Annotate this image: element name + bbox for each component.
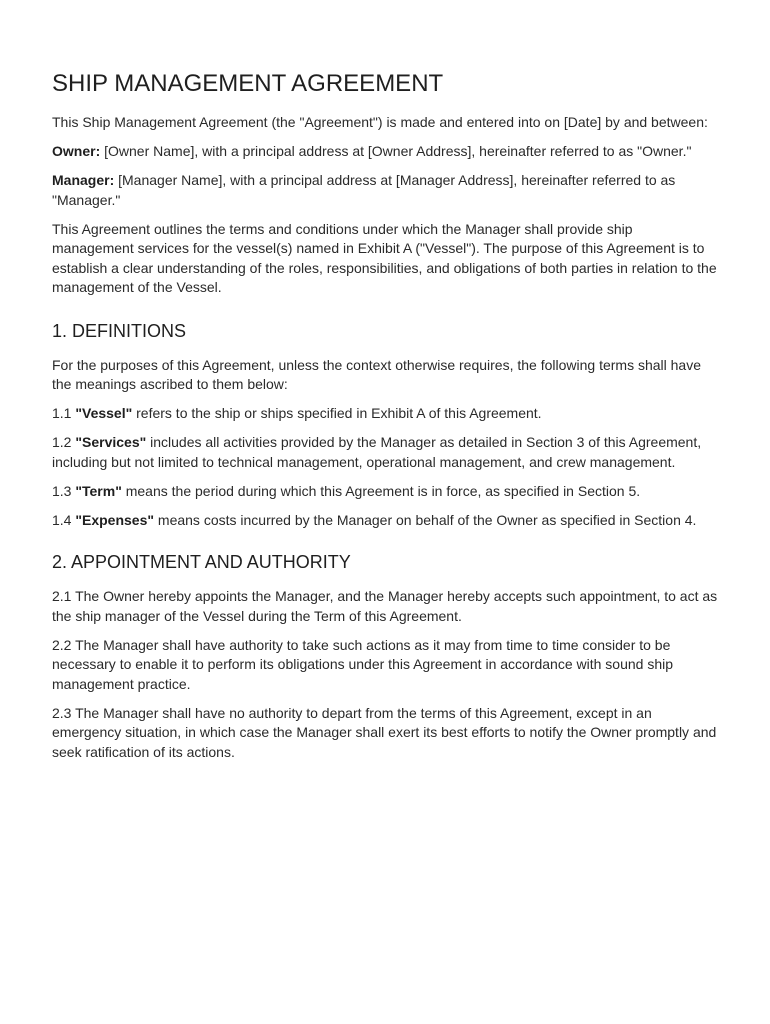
- definition-text: means the period during which this Agreement is in force, as specified in Section 5.: [121, 482, 641, 499]
- owner-label: Owner:: [52, 143, 101, 159]
- definition-term: "Services": [75, 434, 147, 450]
- definition-number: 1.4: [52, 511, 76, 528]
- definition-text: includes all activities provided by the Manager as detailed in Section 3 of this Agreement, including but not limited to technical management, operational management, and crew management.: [52, 434, 702, 470]
- purpose-paragraph: This Agreement outlines the terms and conditions under which the Manager shall provide ship management services for the vessel(s) named in Exhibit A ("Vessel"). The purpose of this Agreement is to establish a clear understanding of the roles, responsibilities, and obligations of both parties in relation to the management of the Vessel.: [52, 220, 717, 295]
- owner-paragraph: [52, 142, 718, 162]
- appointment-item: 2.2 The Manager shall have authority to take such actions as it may from time to time consider to be necessary to enable it to perform its obligations under this Agreement in accordance with sound ship management practice.: [52, 636, 674, 692]
- definition-item: [52, 433, 718, 472]
- appointment-item: 2.3 The Manager shall have no authority to depart from the terms of this Agreement, except in an emergency situation, in which case the Manager shall exert its best efforts to notify the Owner promptly and seek ratification of its actions.: [52, 704, 717, 760]
- definition-number: 1.1: [52, 405, 76, 421]
- manager-paragraph: [52, 171, 718, 210]
- appointment-item: 2.1 The Owner hereby appoints the Manager, and the Manager hereby accepts such appointment, to act as the ship manager of the Vessel during the Term of this Agreement.: [52, 588, 718, 624]
- intro-paragraph: This Ship Management Agreement (the "Agreement") is made and entered into on [Date] by and between:: [52, 114, 708, 130]
- definition-item: [52, 511, 718, 531]
- definitions-intro: For the purposes of this Agreement, unless the context otherwise requires, the following terms shall have the meanings ascribed to them below:: [52, 356, 702, 392]
- definition-term: "Expenses": [75, 511, 155, 528]
- owner-text: [Owner Name], with a principal address at [Owner Address], hereinafter referred to as "Owner.": [100, 143, 692, 159]
- definition-number: 1.2: [52, 434, 76, 450]
- definition-number: 1.3: [52, 482, 76, 499]
- definitions-heading: 1. DEFINITIONS: [52, 320, 187, 341]
- definition-text: means costs incurred by the Manager on behalf of the Owner as specified in Section 4.: [154, 511, 697, 528]
- definition-text: refers to the ship or ships specified in Exhibit A of this Agreement.: [132, 405, 542, 421]
- appointment-heading: 2. APPOINTMENT AND AUTHORITY: [52, 552, 351, 572]
- definition-item: [52, 482, 718, 502]
- manager-label: Manager:: [52, 172, 115, 188]
- definition-term: "Vessel": [75, 405, 133, 421]
- definition-term: "Term": [75, 482, 122, 499]
- definition-item: [52, 404, 718, 424]
- document-title: SHIP MANAGEMENT AGREEMENT: [52, 70, 444, 97]
- manager-text: [Manager Name], with a principal address at [Manager Address], hereinafter referred to as "Manager.": [52, 172, 676, 208]
